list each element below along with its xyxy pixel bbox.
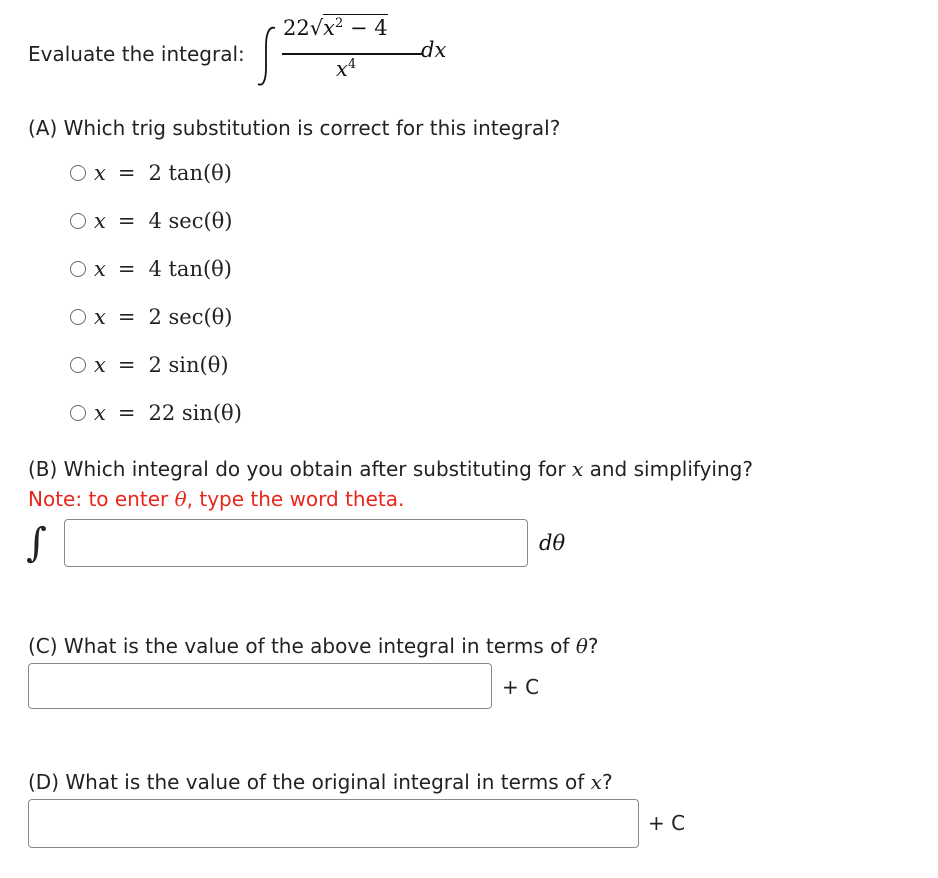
- part-b-question-suffix: and simplifying?: [583, 457, 753, 481]
- option-eq: =: [117, 305, 136, 329]
- option-rhs: 22 sin(θ): [148, 401, 242, 425]
- radio-button[interactable]: [70, 165, 86, 181]
- option-rhs: 4 tan(θ): [148, 257, 233, 281]
- part-d-question-prefix: (D) What is the value of the original integral in terms of: [28, 770, 591, 794]
- option-3[interactable]: [70, 302, 232, 332]
- part-b-note: [28, 487, 404, 511]
- denominator-var: x: [336, 57, 348, 81]
- denominator-exp: 4: [347, 57, 357, 72]
- option-lhs: x: [94, 257, 106, 281]
- option-lhs: x: [94, 401, 106, 425]
- option-0[interactable]: [70, 158, 232, 188]
- option-rhs: 4 sec(θ): [148, 209, 233, 233]
- part-c-question-var: θ: [575, 634, 588, 658]
- integral-sign-icon: [255, 24, 281, 88]
- part-b-question-prefix: (B) Which integral do you obtain after substituting for: [28, 457, 572, 481]
- radicand-const: 4: [374, 16, 388, 40]
- part-b-question: [28, 457, 753, 481]
- option-rhs: 2 tan(θ): [148, 161, 233, 185]
- note-prefix: Note: to enter: [28, 487, 175, 511]
- option-lhs: x: [94, 353, 106, 377]
- radio-button[interactable]: [70, 261, 86, 277]
- option-rhs: 2 sin(θ): [148, 353, 229, 377]
- option-lhs: x: [94, 161, 106, 185]
- fraction-bar: [282, 53, 422, 55]
- radio-button[interactable]: [70, 309, 86, 325]
- option-eq: =: [117, 161, 136, 185]
- option-5[interactable]: [70, 398, 242, 428]
- option-lhs: x: [94, 209, 106, 233]
- denominator: [336, 57, 356, 81]
- part-a-question: (A) Which trig substitution is correct for this integral?: [28, 116, 561, 140]
- option-eq: =: [117, 209, 136, 233]
- part-c-question-suffix: ?: [587, 634, 599, 658]
- part-c-plus-c: + C: [502, 675, 540, 699]
- part-b-differential: dθ: [539, 531, 566, 555]
- part-b-question-var: x: [571, 457, 584, 481]
- part-d-question: [28, 770, 613, 794]
- radicand-minus: −: [349, 16, 368, 40]
- numerator: [283, 16, 388, 40]
- note-suffix: , type the word theta.: [186, 487, 405, 511]
- part-b-integral-sign: ∫: [26, 520, 47, 566]
- option-eq: =: [117, 401, 136, 425]
- part-c-question-prefix: (C) What is the value of the above integral in terms of: [28, 634, 576, 658]
- part-d-plus-c: + C: [648, 811, 686, 835]
- option-rhs: 2 sec(θ): [148, 305, 233, 329]
- option-4[interactable]: [70, 350, 229, 380]
- note-var: θ: [174, 487, 187, 511]
- radicand: [323, 14, 387, 40]
- problem-prompt: Evaluate the integral:: [28, 42, 245, 66]
- differential: dx: [421, 38, 447, 62]
- part-d-question-suffix: ?: [601, 770, 613, 794]
- radio-button[interactable]: [70, 213, 86, 229]
- radio-button[interactable]: [70, 357, 86, 373]
- coefficient: 22: [283, 16, 310, 40]
- radicand-var: x: [323, 16, 335, 40]
- integral-expression: [255, 10, 455, 90]
- option-2[interactable]: [70, 254, 232, 284]
- part-d-question-var: x: [590, 770, 602, 794]
- option-eq: =: [117, 353, 136, 377]
- sqrt-sign-icon: √: [309, 16, 324, 40]
- part-d-input[interactable]: [28, 799, 639, 848]
- radicand-exp: 2: [334, 16, 344, 31]
- part-b-input[interactable]: [64, 519, 528, 567]
- part-c-input[interactable]: [28, 663, 492, 709]
- option-eq: =: [117, 257, 136, 281]
- option-lhs: x: [94, 305, 106, 329]
- option-1[interactable]: [70, 206, 232, 236]
- radio-button[interactable]: [70, 405, 86, 421]
- part-c-question: [28, 634, 598, 658]
